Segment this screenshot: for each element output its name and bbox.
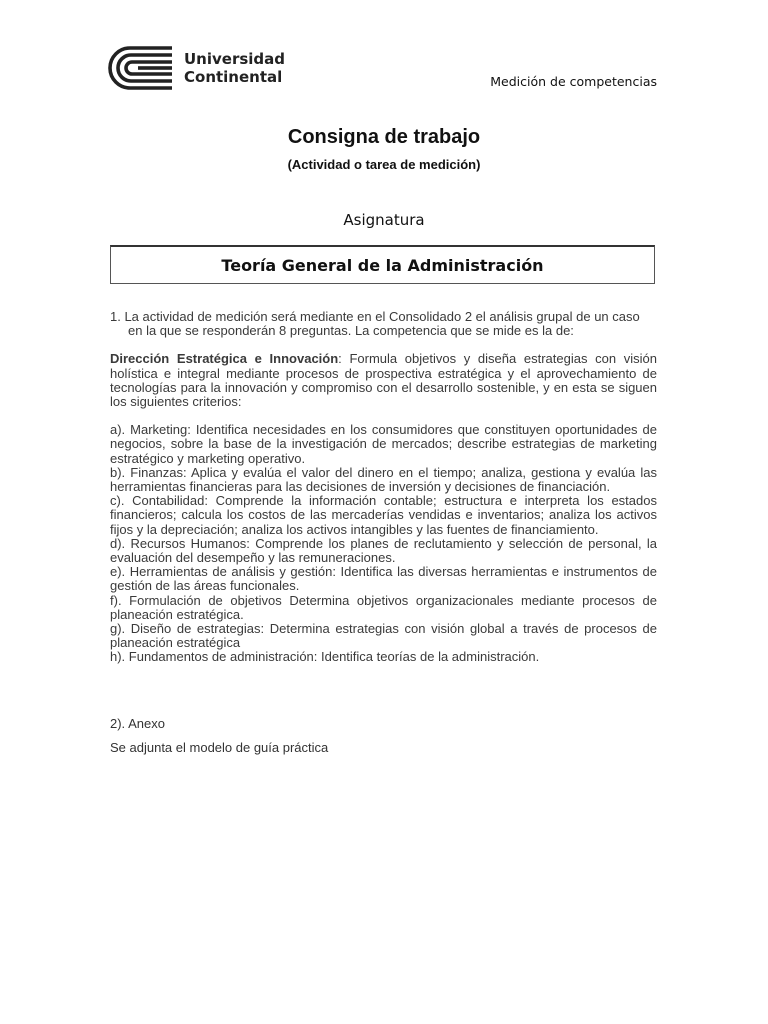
course-name: Teoría General de la Administración <box>221 255 544 275</box>
criterion-item: c). Contabilidad: Comprende la información contable; estructura e interpreta los estados financieros; calcula los costos de las mercaderías vendidas e inventarios; analiza los activos fijos y la depreciación; analiza los activos intangibles y las fuentes de financiamiento. <box>110 493 657 537</box>
criterion-item: e). Herramientas de análisis y gestión: Identifica las diversas herramientas e instrumentos de gestión de las áreas funcionales. <box>110 564 657 594</box>
logo-line-2: Continental <box>184 68 283 86</box>
document-body <box>110 310 657 665</box>
criterion-item: d). Recursos Humanos: Comprende los planes de reclutamiento y selección de personal, la evaluación del desempeño y las remuneraciones. <box>110 535 657 566</box>
criterion-item: g). Diseño de estrategias: Determina estrategias con visión global a través de procesos de planeación estratégica <box>110 621 657 651</box>
asignatura-label: Asignatura <box>343 211 425 229</box>
criterion-item: h). Fundamentos de administración: Identifica teorías de la administración. <box>110 649 540 665</box>
criterion-item: a). Marketing: Identifica necesidades en los consumidores que constituyen oportunidades de negocios, sobre la base de la investigación de mercados; describe estrategias de marketing estratégico y marketing operativo. <box>110 422 657 466</box>
criteria-list <box>110 423 657 664</box>
continental-logo-icon <box>108 45 174 91</box>
logo-line-1: Universidad <box>184 50 286 68</box>
competence-paragraph <box>110 352 657 409</box>
logo-wordmark <box>184 50 285 86</box>
page-subtitle: (Actividad o tarea de medición) <box>287 157 481 172</box>
competence-name: Dirección Estratégica e Innovación <box>110 351 339 367</box>
anexo-note: Se adjunta el modelo de guía práctica <box>110 740 329 755</box>
criterion-item: f). Formulación de objetivos Determina objetivos organizacionales mediante procesos de planeación estratégica. <box>110 592 657 622</box>
header-section-label: Medición de competencias <box>490 74 657 89</box>
course-name-box <box>110 245 655 284</box>
page-title: Consigna de trabajo <box>287 126 481 148</box>
anexo-heading: 2). Anexo <box>110 716 165 731</box>
university-logo <box>108 44 288 92</box>
item-1-paragraph: 1. La actividad de medición será mediante en el Consolidado 2 el análisis grupal de un caso en la que se responderán 8 preguntas. La competencia que se mide es la de: <box>110 309 640 339</box>
competence-text: : Formula objetivos y diseña estrategias con visión holística e integral mediante procesos de prospectiva estratégica y el aprovechamiento de tecnologías para la innovación y compromiso con el desarrollo sostenible, y en esta se siguen los siguientes criterios: <box>110 351 657 410</box>
criterion-item: b). Finanzas: Aplica y evalúa el valor del dinero en el tiempo; analiza, gestiona y evalúa las herramientas financieras para las decisiones de inversión y decisiones de financiación. <box>110 464 657 495</box>
